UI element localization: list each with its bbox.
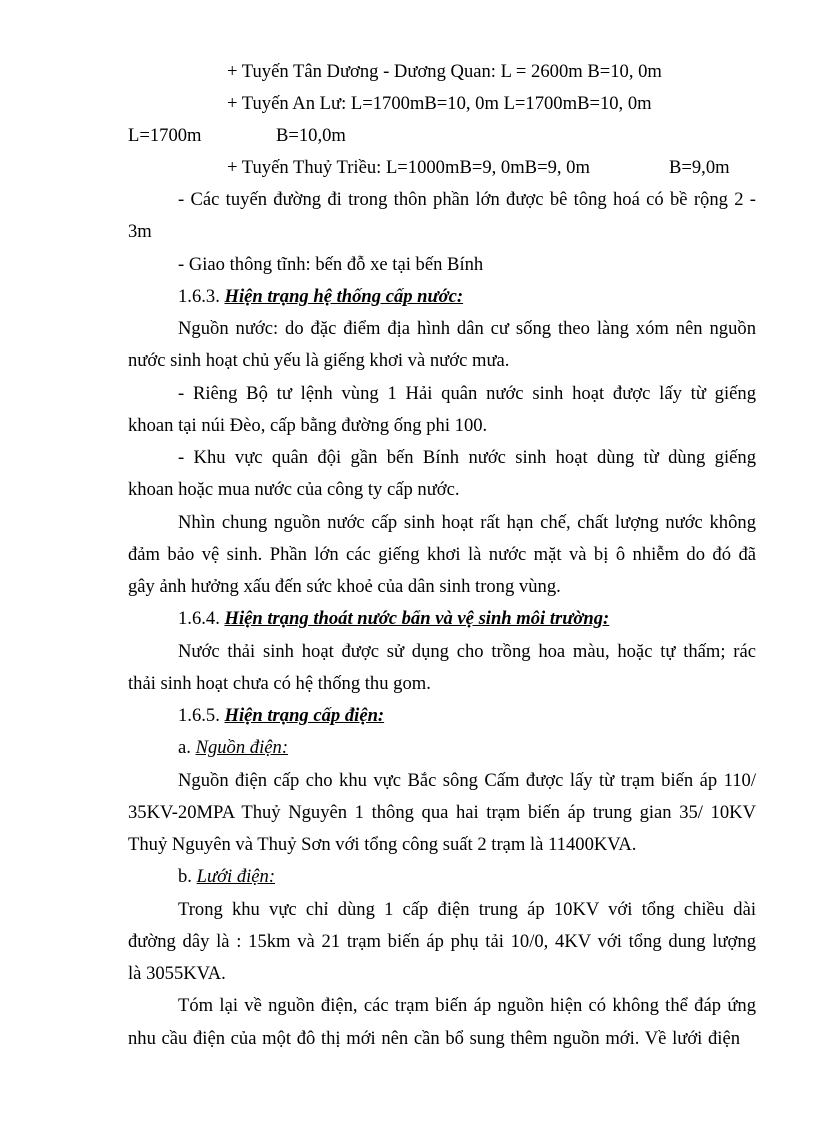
- subsection-prefix: b.: [178, 866, 192, 887]
- paragraph-line: khoan hoặc mua nước của công ty cấp nước.: [128, 479, 460, 500]
- paragraph-line: là 3055KVA.: [128, 963, 226, 984]
- route-tan-duong: + Tuyến Tân Dương - Dương Quan: L = 2600m B=10, 0m: [227, 61, 662, 82]
- paragraph-line: nước sinh hoạt chủ yếu là giếng khơi và nước mưa.: [128, 350, 510, 371]
- route-an-lu-cont-left: L=1700m: [128, 125, 202, 146]
- subsection-title: Nguồn điện:: [195, 737, 289, 758]
- section-title: Hiện trạng cấp điện:: [224, 705, 385, 726]
- route-thuy-trieu: + Tuyến Thuỷ Triều: L=1000mB=9, 0mB=9, 0m: [227, 157, 590, 178]
- route-an-lu-cont-right: B=10,0m: [276, 125, 346, 146]
- paragraph-line: 35KV-20MPA Thuỷ Nguyên 1 thông qua hai trạm biến áp trung gian 35/ 10KV: [128, 802, 756, 823]
- paragraph-line: đường dây là : 15km và 21 trạm biến áp phụ tải 10/0, 4KV với tổng dung lượng: [128, 931, 756, 952]
- paragraph-line: Nguồn nước: do đặc điểm địa hình dân cư sống theo làng xóm nên nguồn: [178, 318, 756, 339]
- paragraph-line: Thuỷ Nguyên và Thuỷ Sơn với tổng công suất 2 trạm là 11400KVA.: [128, 834, 637, 855]
- paragraph-line: nhu cầu điện của một đô thị mới nên cần bổ sung thêm nguồn mới. Về lưới điện: [128, 1028, 740, 1049]
- section-title: Hiện trạng thoát nước bẩn và vệ sinh môi trường:: [224, 608, 610, 629]
- paragraph-line: đảm bảo vệ sinh. Phần lớn các giếng khơi là nước mặt và bị ô nhiễm do đó đã: [128, 544, 756, 565]
- section-number: 1.6.3.: [178, 286, 220, 307]
- route-thuy-trieu-right: B=9,0m: [669, 157, 730, 178]
- paragraph-line: Nhìn chung nguồn nước cấp sinh hoạt rất hạn chế, chất lượng nước không: [178, 512, 756, 533]
- section-number: 1.6.5.: [178, 705, 220, 726]
- subsection-prefix: a.: [178, 737, 191, 758]
- section-heading-1-6-5: [178, 705, 384, 727]
- paragraph-line: khoan tại núi Đèo, cấp bằng đường ống phi 100.: [128, 415, 488, 436]
- paragraph-line: gây ảnh hưởng xấu đến sức khoẻ của dân sinh trong vùng.: [128, 576, 561, 597]
- section-number: 1.6.4.: [178, 608, 220, 629]
- section-heading-1-6-4: [178, 608, 609, 630]
- paragraph-line: - Khu vực quân đội gần bến Bính nước sinh hoạt dùng từ dùng giếng: [178, 447, 756, 468]
- paragraph-line: thải sinh hoạt chưa có hệ thống thu gom.: [128, 673, 431, 694]
- paragraph-line: - Riêng Bộ tư lệnh vùng 1 Hải quân nước sinh hoạt được lấy từ giếng: [178, 383, 756, 404]
- route-an-lu: + Tuyến An Lư: L=1700mB=10, 0m L=1700mB=10, 0m: [227, 93, 652, 114]
- paragraph-line: Nguồn điện cấp cho khu vực Bắc sông Cấm được lấy từ trạm biến áp 110/: [178, 770, 756, 791]
- paragraph-line: Tóm lại về nguồn điện, các trạm biến áp nguồn hiện có không thể đáp ứng: [178, 995, 756, 1016]
- static-traffic-line: - Giao thông tĩnh: bến đỗ xe tại bến Bính: [178, 254, 484, 275]
- subsection-b-heading: [178, 866, 275, 888]
- paragraph-line: Nước thải sinh hoạt được sử dụng cho trồng hoa màu, hoặc tự thấm; rác: [178, 641, 756, 662]
- subsection-title: Lưới điện:: [196, 866, 276, 887]
- section-heading-1-6-3: [178, 286, 463, 308]
- village-roads-line-2: 3m: [128, 221, 152, 242]
- section-title: Hiện trạng hệ thống cấp nước:: [224, 286, 464, 307]
- subsection-a-heading: [178, 737, 288, 759]
- village-roads-line: - Các tuyến đường đi trong thôn phần lớn được bê tông hoá có bề rộng 2 -: [178, 189, 756, 210]
- paragraph-line: Trong khu vực chỉ dùng 1 cấp điện trung áp 10KV với tổng chiều dài: [178, 899, 756, 920]
